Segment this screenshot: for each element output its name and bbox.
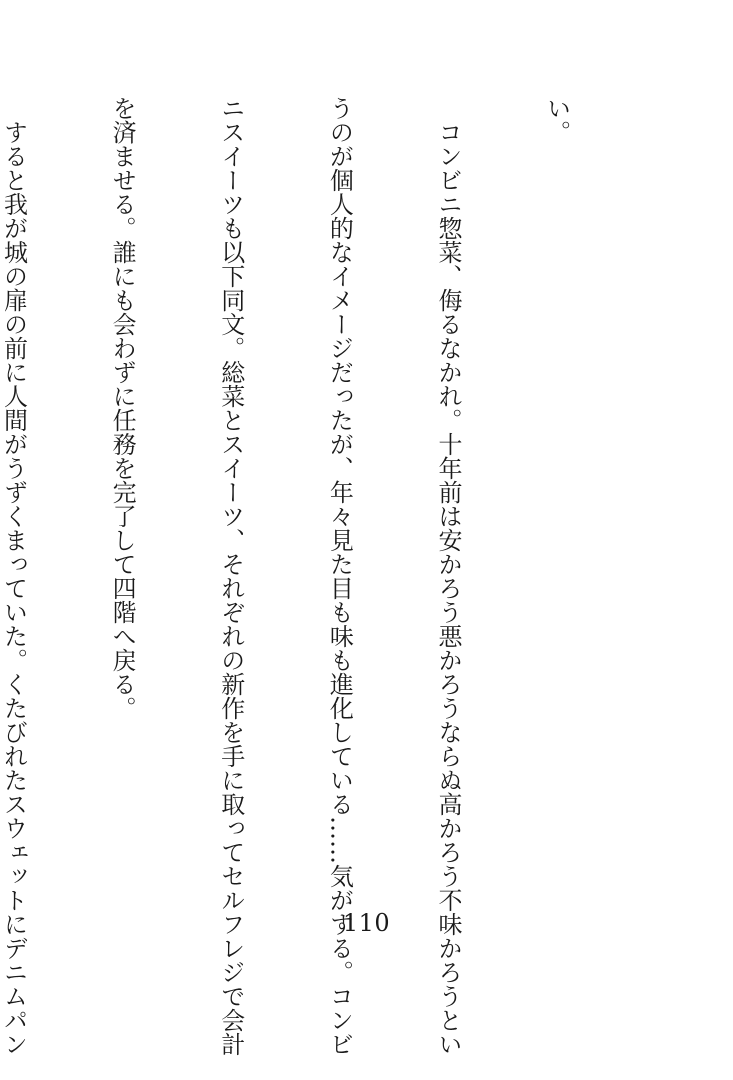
- text-line: うのが個人的なイメージだったが、年々見た目も味も進化している……気がする。コンビ: [325, 96, 354, 1056]
- text-line: すると我が城の扉の前に人間がうずくまっていた。くたびれたスウェットにデニムパン: [0, 96, 28, 1056]
- text-line: コンビニ惣菜、侮るなかれ。十年前は安かろう悪かろうならぬ高かろう不味かろうとい: [433, 96, 462, 1056]
- page-number: 110: [342, 909, 391, 937]
- text-line: ニスイーツも以下同文。総菜とスイーツ、それぞれの新作を手に取ってセルフレジで会計: [216, 96, 245, 1056]
- text-line: を済ませる。誰にも会わずに任務を完了して四階へ戻る。: [108, 96, 137, 720]
- text-line: い。: [542, 96, 571, 144]
